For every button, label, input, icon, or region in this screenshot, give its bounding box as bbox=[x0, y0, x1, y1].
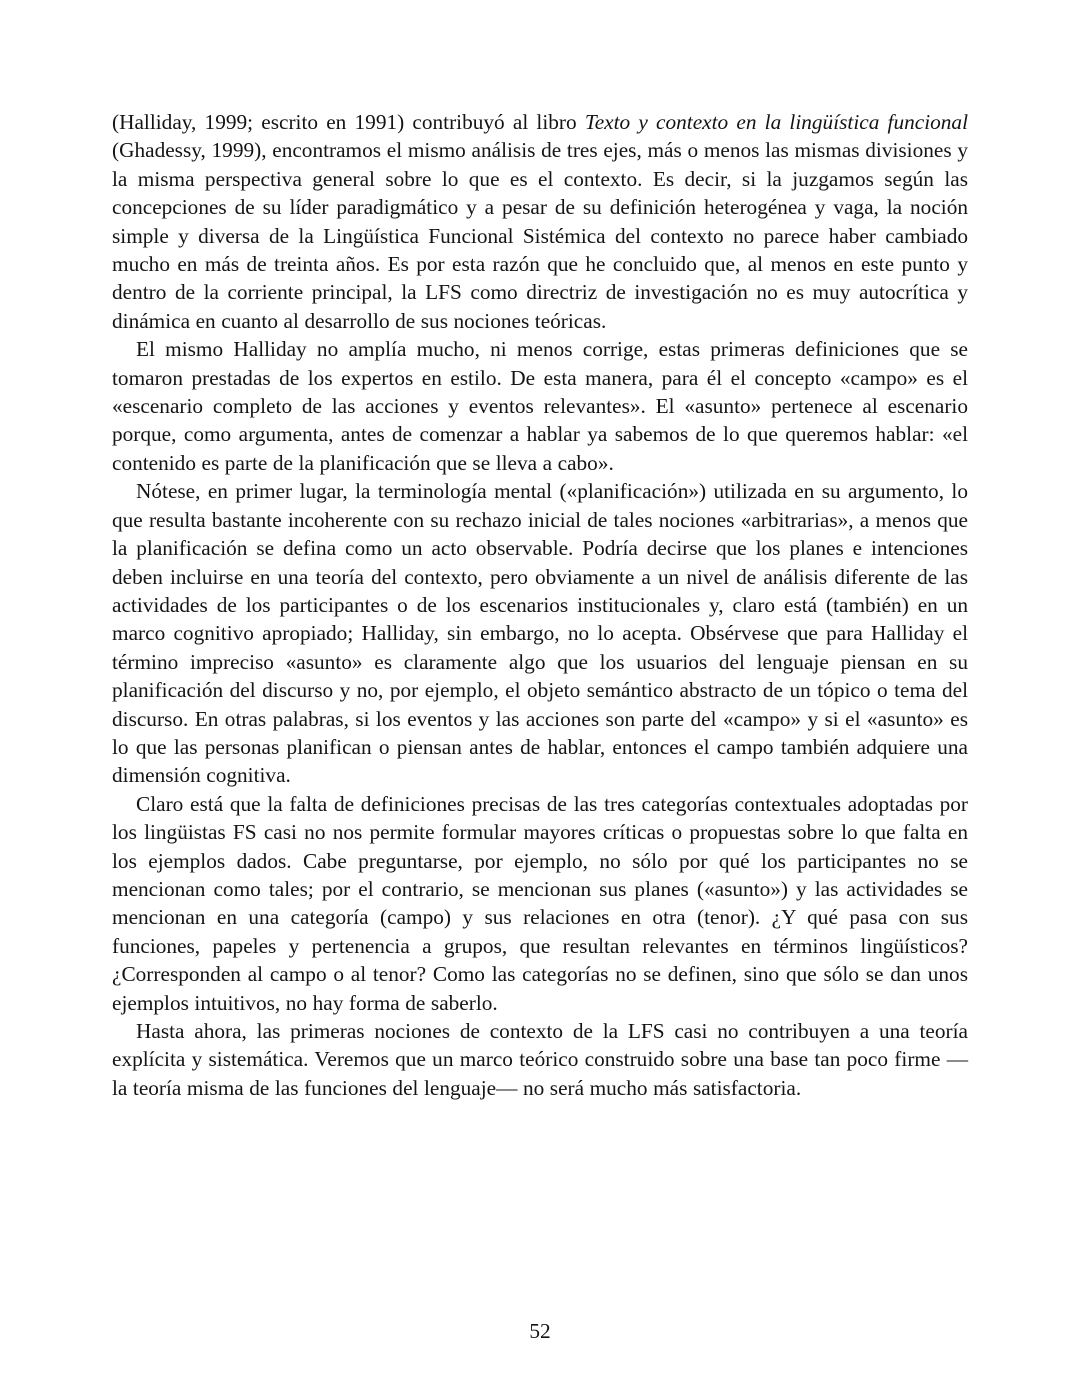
text-run: (Ghadessy, 1999), encontramos el mismo análisis de tres ejes, más o menos las mismas divisiones y la misma perspectiva general sobre lo que es el contexto. Es decir, si la juzgamos según las concepciones de su líder paradigmático y a pesar de su definición heterogénea y vaga, la noción simple y diversa de la Lingüística Funcional Sistémica del contexto no parece haber cambiado mucho en más de treinta años. Es por esta razón que he concluido que, al menos en este punto y dentro de la corriente principal, la LFS como directriz de investigación no es muy autocrítica y dinámica en cuanto al desarrollo de sus nociones teóricas. bbox=[112, 138, 968, 333]
page-number: 52 bbox=[529, 1319, 551, 1343]
paragraph bbox=[112, 335, 968, 477]
paragraph bbox=[112, 790, 968, 1017]
body-text-column bbox=[112, 108, 968, 1102]
text-run: Hasta ahora, las primeras nociones de contexto de la LFS casi no contribuyen a una teoría explícita y sistemática. Veremos que un marco teórico construido sobre una base tan poco firme —la teoría misma de las funciones del lenguaje— no será mucho más satisfactoria. bbox=[112, 1019, 968, 1100]
paragraph bbox=[112, 477, 968, 789]
text-run: (Halliday, 1999; escrito en 1991) contribuyó al libro bbox=[112, 110, 585, 134]
paragraph bbox=[112, 1017, 968, 1102]
italic-title-run: Texto y contexto en la lingüística funcional bbox=[584, 110, 968, 134]
text-run: Nótese, en primer lugar, la terminología mental («planificación») utilizada en su argumento, lo que resulta bastante incoherente con su rechazo inicial de tales nociones «arbitrarias», a menos que la planificación se defina como un acto observable. Podría decirse que los planes e intenciones deben incluirse en una teoría del contexto, pero obviamente a un nivel de análisis diferente de las actividades de los participantes o de los escenarios institucionales y, claro está (también) en un marco cognitivo apropiado; Halliday, sin embargo, no lo acepta. Obsérvese que para Halliday el término impreciso «asunto» es claramente algo que los usuarios del lenguaje piensan en su planificación del discurso y no, por ejemplo, el objeto semántico abstracto de un tópico o tema del discurso. En otras palabras, si los eventos y las acciones son parte del «campo» y si el «asunto» es lo que las personas planifican o piensan antes de hablar, entonces el campo también adquiere una dimensión cognitiva. bbox=[112, 479, 968, 788]
text-run: El mismo Halliday no amplía mucho, ni menos corrige, estas primeras definiciones que se tomaron prestadas de los expertos en estilo. De esta manera, para él el concepto «campo» es el «escenario completo de las acciones y eventos relevantes». El «asunto» pertenece al escenario porque, como argumenta, antes de comenzar a hablar ya sabemos de lo que queremos hablar: «el contenido es parte de la planificación que se lleva a cabo». bbox=[112, 337, 968, 475]
paragraph bbox=[112, 108, 968, 335]
text-run: Claro está que la falta de definiciones precisas de las tres categorías contextuales adoptadas por los lingüistas FS casi no nos permite formular mayores críticas o propuestas sobre lo que falta en los ejemplos dados. Cabe preguntarse, por ejemplo, no sólo por qué los participantes no se mencionan como tales; por el contrario, se mencionan sus planes («asunto») y las actividades se mencionan en una categoría (campo) y sus relaciones en otra (tenor). ¿Y qué pasa con sus funciones, papeles y pertenencia a grupos, que resultan relevantes en términos lingüísticos? ¿Corresponden al campo o al tenor? Como las categorías no se definen, sino que sólo se dan unos ejemplos intuitivos, no hay forma de saberlo. bbox=[112, 791, 968, 1015]
